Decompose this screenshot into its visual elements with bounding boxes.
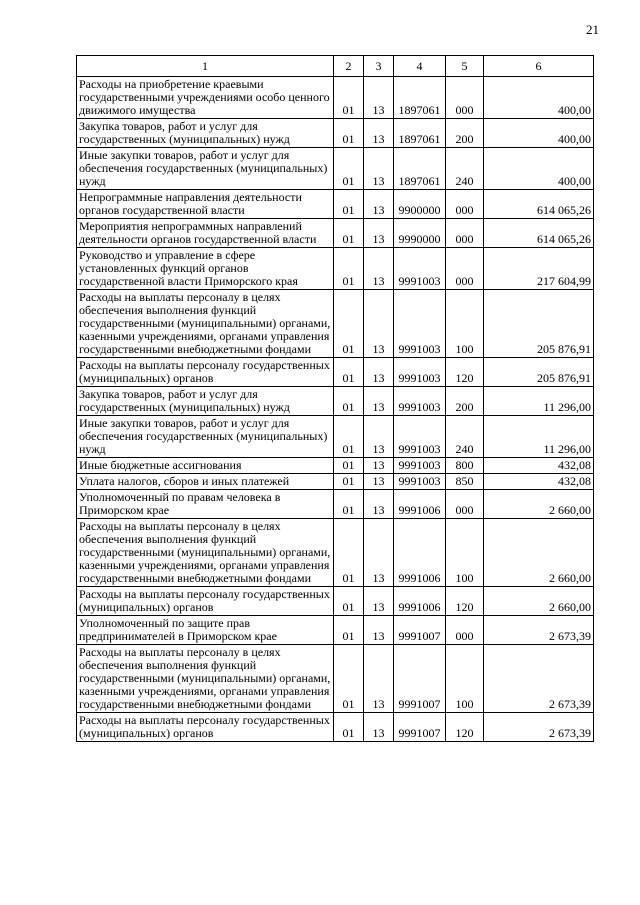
subsection-code-cell: 13 [364,490,394,519]
expense-type-cell: 120 [446,587,484,616]
expense-type-cell: 200 [446,119,484,148]
amount-cell: 432,08 [484,474,594,490]
target-article-cell: 9990000 [394,219,446,248]
table-row [77,358,594,387]
target-article-cell: 9991006 [394,490,446,519]
expense-type-cell: 100 [446,645,484,713]
expense-name-cell: Уполномоченный по правам человека в Приморском крае [77,490,334,519]
expense-name-cell: Уплата налогов, сборов и иных платежей [77,474,334,490]
amount-cell: 400,00 [484,77,594,119]
amount-cell: 2 660,00 [484,587,594,616]
target-article-cell: 9991003 [394,458,446,474]
section-code-cell: 01 [334,77,364,119]
expense-name-cell: Непрограммные направления деятельности органов государственной власти [77,190,334,219]
table-row [77,713,594,742]
expense-name-cell: Закупка товаров, работ и услуг для государственных (муниципальных) нужд [77,119,334,148]
expense-type-cell: 850 [446,474,484,490]
expense-type-cell: 000 [446,219,484,248]
table-row [77,645,594,713]
section-code-cell: 01 [334,190,364,219]
expense-name-cell: Иные закупки товаров, работ и услуг для обеспечения государственных (муниципальных) нужд [77,148,334,190]
section-code-cell: 01 [334,519,364,587]
expense-name-cell: Уполномоченный по защите прав предпринимателей в Приморском крае [77,616,334,645]
subsection-code-cell: 13 [364,190,394,219]
amount-cell: 2 660,00 [484,519,594,587]
subsection-code-cell: 13 [364,219,394,248]
subsection-code-cell: 13 [364,148,394,190]
expense-name-cell: Расходы на приобретение краевыми государственными учреждениями особо ценного движимого имущества [77,77,334,119]
expense-name-cell: Иные бюджетные ассигнования [77,458,334,474]
expense-name-cell: Мероприятия непрограммных направлений деятельности органов государственной власти [77,219,334,248]
target-article-cell: 9991003 [394,474,446,490]
expense-name-cell: Расходы на выплаты персоналу государственных (муниципальных) органов [77,587,334,616]
table-row [77,219,594,248]
expense-type-cell: 100 [446,290,484,358]
column-header: 6 [484,56,594,77]
amount-cell: 217 604,99 [484,248,594,290]
amount-cell: 400,00 [484,119,594,148]
target-article-cell: 1897061 [394,77,446,119]
section-code-cell: 01 [334,616,364,645]
target-article-cell: 9991003 [394,248,446,290]
subsection-code-cell: 13 [364,358,394,387]
expense-type-cell: 200 [446,387,484,416]
table-row [77,148,594,190]
target-article-cell: 9991003 [394,290,446,358]
table-row [77,248,594,290]
subsection-code-cell: 13 [364,248,394,290]
section-code-cell: 01 [334,587,364,616]
section-code-cell: 01 [334,713,364,742]
expense-type-cell: 240 [446,416,484,458]
expense-type-cell: 000 [446,490,484,519]
expense-type-cell: 120 [446,713,484,742]
section-code-cell: 01 [334,474,364,490]
table-body [77,77,594,742]
section-code-cell: 01 [334,219,364,248]
table-row [77,519,594,587]
subsection-code-cell: 13 [364,713,394,742]
table-row [77,474,594,490]
table-row [77,587,594,616]
subsection-code-cell: 13 [364,290,394,358]
expense-name-cell: Расходы на выплаты персоналу в целях обеспечения выполнения функций государственными (муниципальными) органами, казенными учреждениями, органами управления государственными внебюджетными фондами [77,645,334,713]
section-code-cell: 01 [334,387,364,416]
expense-name-cell: Руководство и управление в сфере установленных функций органов государственной власти Приморского края [77,248,334,290]
target-article-cell: 9991007 [394,713,446,742]
subsection-code-cell: 13 [364,77,394,119]
column-header: 2 [334,56,364,77]
section-code-cell: 01 [334,358,364,387]
target-article-cell: 9991006 [394,519,446,587]
expense-type-cell: 240 [446,148,484,190]
expense-type-cell: 800 [446,458,484,474]
amount-cell: 2 673,39 [484,616,594,645]
subsection-code-cell: 13 [364,616,394,645]
amount-cell: 2 660,00 [484,490,594,519]
amount-cell: 2 673,39 [484,645,594,713]
subsection-code-cell: 13 [364,416,394,458]
subsection-code-cell: 13 [364,458,394,474]
target-article-cell: 9991007 [394,616,446,645]
expense-name-cell: Иные закупки товаров, работ и услуг для обеспечения государственных (муниципальных) нужд [77,416,334,458]
table-row [77,290,594,358]
subsection-code-cell: 13 [364,587,394,616]
subsection-code-cell: 13 [364,474,394,490]
expense-type-cell: 000 [446,190,484,219]
subsection-code-cell: 13 [364,387,394,416]
table-row [77,77,594,119]
table-row [77,190,594,219]
table-row [77,119,594,148]
table-row [77,387,594,416]
target-article-cell: 9991007 [394,645,446,713]
amount-cell: 2 673,39 [484,713,594,742]
expense-name-cell: Расходы на выплаты персоналу государственных (муниципальных) органов [77,713,334,742]
expense-name-cell: Расходы на выплаты персоналу в целях обеспечения выполнения функций государственными (муниципальными) органами, казенными учреждениями, органами управления государственными внебюджетными фондами [77,290,334,358]
expense-type-cell: 000 [446,248,484,290]
column-header: 5 [446,56,484,77]
amount-cell: 400,00 [484,148,594,190]
subsection-code-cell: 13 [364,119,394,148]
expense-type-cell: 000 [446,77,484,119]
subsection-code-cell: 13 [364,519,394,587]
amount-cell: 205 876,91 [484,358,594,387]
table-row [77,616,594,645]
amount-cell: 205 876,91 [484,290,594,358]
amount-cell: 432,08 [484,458,594,474]
column-header: 1 [77,56,334,77]
table-row [77,416,594,458]
expense-name-cell: Расходы на выплаты персоналу в целях обеспечения выполнения функций государственными (муниципальными) органами, казенными учреждениями, органами управления государственными внебюджетными фондами [77,519,334,587]
section-code-cell: 01 [334,458,364,474]
section-code-cell: 01 [334,148,364,190]
target-article-cell: 9991003 [394,358,446,387]
expense-name-cell: Расходы на выплаты персоналу государственных (муниципальных) органов [77,358,334,387]
amount-cell: 614 065,26 [484,219,594,248]
target-article-cell: 9991003 [394,387,446,416]
target-article-cell: 9991006 [394,587,446,616]
table-row [77,458,594,474]
target-article-cell: 9900000 [394,190,446,219]
target-article-cell: 1897061 [394,119,446,148]
section-code-cell: 01 [334,248,364,290]
budget-table [76,55,594,742]
column-header: 4 [394,56,446,77]
section-code-cell: 01 [334,490,364,519]
column-header: 3 [364,56,394,77]
amount-cell: 11 296,00 [484,416,594,458]
expense-type-cell: 120 [446,358,484,387]
expense-type-cell: 000 [446,616,484,645]
section-code-cell: 01 [334,416,364,458]
page-number: 21 [586,22,599,37]
target-article-cell: 9991003 [394,416,446,458]
section-code-cell: 01 [334,645,364,713]
subsection-code-cell: 13 [364,645,394,713]
amount-cell: 11 296,00 [484,387,594,416]
expense-name-cell: Закупка товаров, работ и услуг для государственных (муниципальных) нужд [77,387,334,416]
target-article-cell: 1897061 [394,148,446,190]
table-header-row [77,56,594,77]
expense-type-cell: 100 [446,519,484,587]
table-row [77,490,594,519]
section-code-cell: 01 [334,119,364,148]
amount-cell: 614 065,26 [484,190,594,219]
section-code-cell: 01 [334,290,364,358]
